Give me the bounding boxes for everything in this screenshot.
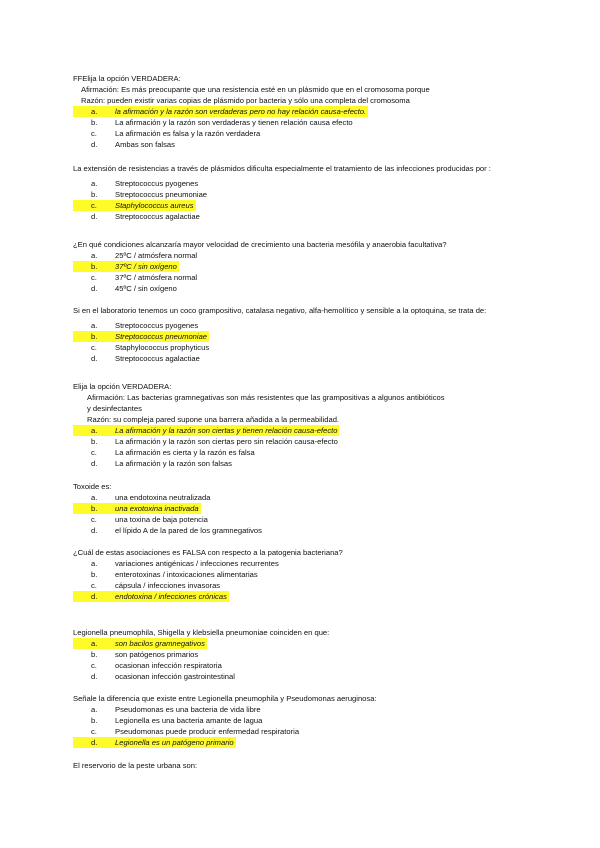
option-d: d. ocasionan infección gastrointestinal bbox=[91, 672, 235, 681]
option-a: a. son bacilos gramnegativos bbox=[73, 638, 533, 649]
question-3 bbox=[73, 239, 533, 294]
option-a: a. una endotoxina neutralizada bbox=[91, 493, 211, 502]
option-c: c. La afirmación es cierta y la razón es falsa bbox=[91, 448, 255, 457]
option-a: a. Streptococcus pyogenes bbox=[91, 179, 199, 188]
question-stem: La extensión de resistencias a través de plásmidos dificulta especialmente el tratamiento de las infecciones producidas por : bbox=[73, 164, 491, 173]
question-7 bbox=[73, 547, 533, 602]
option-c: c. ocasionan infección respiratoria bbox=[91, 661, 222, 670]
statement-line: Afirmación: Es más preocupante que una resistencia esté en un plásmido que en el cromosoma porque bbox=[81, 85, 430, 94]
question-5 bbox=[73, 381, 533, 469]
option-c: c. 37ºC / atmósfera normal bbox=[91, 273, 198, 282]
option-a: a. Streptococcus pyogenes bbox=[91, 321, 199, 330]
option-a: a. La afirmación y la razón son ciertas y tienen relación causa-efecto bbox=[73, 425, 533, 436]
option-a: a. Pseudomonas es una bacteria de vida libre bbox=[91, 705, 261, 714]
option-c: c. una toxina de baja potencia bbox=[91, 515, 208, 524]
question-stem: FFElija la opción VERDADERA: bbox=[73, 74, 181, 83]
option-d: d. endotoxina / infecciones crónicas bbox=[73, 591, 533, 602]
question-stem: Si en el laboratorio tenemos un coco grampositivo, catalasa negativo, alfa-hemolítico y sensible a la optoquina, se trata de: bbox=[73, 306, 487, 315]
option-c: c. Pseudomonas puede producir enfermedad respiratoria bbox=[91, 727, 300, 736]
question-9 bbox=[73, 693, 533, 748]
option-a: a. 25ºC / atmósfera normal bbox=[91, 251, 198, 260]
option-d: d. 45ºC / sin oxígeno bbox=[91, 284, 177, 293]
statement-line: Razón: pueden existir varias copias de plásmido por bacteria y sólo una completa del cromosoma bbox=[81, 96, 410, 105]
option-d: d. el lípido A de la pared de los gramnegativos bbox=[91, 526, 262, 535]
question-stem: El reservorio de la peste urbana son: bbox=[73, 761, 198, 770]
option-b: b. Streptococcus pneumoniae bbox=[91, 190, 208, 199]
question-stem: Toxoide es: bbox=[73, 482, 112, 491]
option-b: b. enterotoxinas / intoxicaciones alimentarias bbox=[91, 570, 258, 579]
option-d: d. Streptococcus agalactiae bbox=[91, 212, 200, 221]
option-b: b. Legionella es una bacteria amante de lagua bbox=[91, 716, 263, 725]
option-b: b. Streptococcus pneumoniae bbox=[73, 331, 533, 342]
question-8 bbox=[73, 627, 533, 682]
question-stem: Legionella pneumophila, Shigella y klebsiella pneumoniae coinciden en que: bbox=[73, 628, 330, 637]
question-1 bbox=[73, 73, 533, 150]
question-stem: ¿En qué condiciones alcanzaría mayor velocidad de crecimiento una bacteria mesófila y anaerobia facultativa? bbox=[73, 240, 447, 249]
option-b: b. son patógenos primarios bbox=[91, 650, 199, 659]
option-b: b. una exotoxina inactivada bbox=[73, 503, 533, 514]
option-c: c. La afirmación es falsa y la razón verdadera bbox=[91, 129, 261, 138]
option-d: d. Streptococcus agalactiae bbox=[91, 354, 200, 363]
option-a: a. variaciones antigénicas / infecciones recurrentes bbox=[91, 559, 279, 568]
question-stem: ¿Cuál de estas asociaciones es FALSA con respecto a la patogenia bacteriana? bbox=[73, 548, 343, 557]
option-d: d. Ambas son falsas bbox=[91, 140, 175, 149]
option-b: b. La afirmación y la razón son verdaderas y tienen relación causa efecto bbox=[91, 118, 353, 127]
option-c: c. cápsula / infecciones invasoras bbox=[91, 581, 221, 590]
question-4 bbox=[73, 305, 533, 364]
option-b: b. 37ºC / sin oxígeno bbox=[73, 261, 533, 272]
question-6 bbox=[73, 481, 533, 536]
statement-line: Afirmación: Las bacterias gramnegativas son más resistentes que las grampositivas a algunos antibióticos bbox=[87, 393, 445, 402]
option-b: b. La afirmación y la razón son ciertas pero sin relación causa-efecto bbox=[91, 437, 338, 446]
option-a: a. la afirmación y la razón son verdaderas pero no hay relación causa-efecto. bbox=[73, 106, 533, 117]
statement-line: Razón: su compleja pared supone una barrera añadida a la permeabilidad. bbox=[87, 415, 340, 424]
question-stem: Señale la diferencia que existe entre Legionella pneumophila y Pseudomonas aeruginosa: bbox=[73, 694, 377, 703]
option-c: c. Staphylococcus aureus bbox=[73, 200, 533, 211]
option-c: c. Staphylococcus prophyticus bbox=[91, 343, 210, 352]
option-d: d. Legionella es un patógeno primario bbox=[73, 737, 533, 748]
question-2 bbox=[73, 163, 533, 222]
option-d: d. La afirmación y la razón son falsas bbox=[91, 459, 232, 468]
statement-line: y desinfectantes bbox=[87, 404, 142, 413]
question-10 bbox=[73, 760, 533, 771]
question-stem: Elija la opción VERDADERA: bbox=[73, 382, 172, 391]
